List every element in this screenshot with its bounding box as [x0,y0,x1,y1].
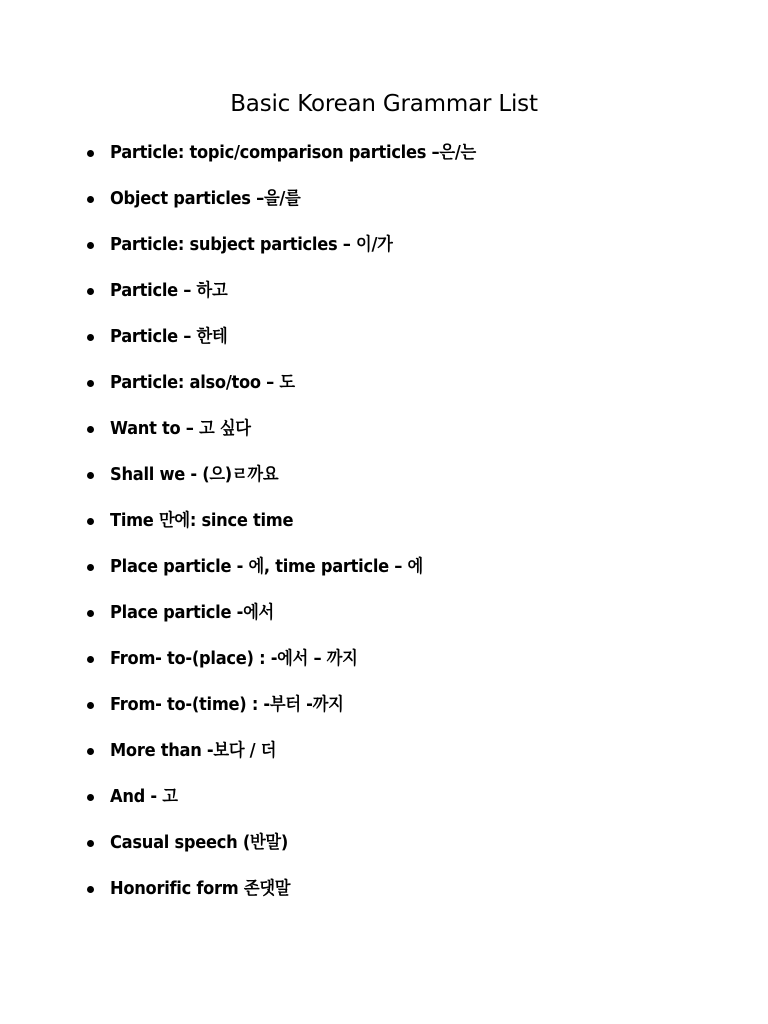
page-title: Basic Korean Grammar List [230,91,538,117]
bullet-icon [87,656,94,663]
bullet-icon [87,472,94,479]
list-item [0,498,768,544]
list-item [0,544,768,590]
list-item [0,130,768,176]
list-item-text: Place particle - 에, time particle – 에 [110,557,423,577]
bullet-icon [87,886,94,893]
list-item-text: Honorific form 존댓말 [110,879,291,899]
bullet-icon [87,288,94,295]
list-item [0,452,768,498]
list-item [0,176,768,222]
bullet-icon [87,150,94,157]
list-item [0,222,768,268]
bullet-icon [87,564,94,571]
grammar-list [0,130,768,912]
list-item [0,682,768,728]
list-item [0,728,768,774]
list-item-text: Particle: subject particles – 이/가 [110,235,393,255]
bullet-icon [87,748,94,755]
list-item-text: Shall we - (으)ㄹ까요 [110,465,279,485]
bullet-icon [87,242,94,249]
bullet-icon [87,610,94,617]
list-item [0,774,768,820]
list-item [0,636,768,682]
list-item-text: Particle: topic/comparison particles –은/는 [110,143,476,163]
list-item [0,268,768,314]
bullet-icon [87,840,94,847]
list-item [0,314,768,360]
list-item-text: From- to-(place) : -에서 – 까지 [110,649,358,669]
list-item-text: Place particle -에서 [110,603,274,623]
list-item [0,820,768,866]
bullet-icon [87,794,94,801]
bullet-icon [87,426,94,433]
list-item-text: Object particles –을/를 [110,189,301,209]
list-item [0,360,768,406]
list-item-text: From- to-(time) : -부터 -까지 [110,695,344,715]
bullet-icon [87,380,94,387]
list-item-text: Want to – 고 싶다 [110,419,251,439]
list-item-text: Particle – 하고 [110,281,228,301]
list-item-text: Particle: also/too – 도 [110,373,295,393]
bullet-icon [87,518,94,525]
list-item [0,866,768,912]
list-item-text: More than -보다 / 더 [110,741,277,761]
list-item-text: And - 고 [110,787,178,807]
list-item-text: Casual speech (반말) [110,833,289,853]
list-item [0,590,768,636]
bullet-icon [87,334,94,341]
bullet-icon [87,702,94,709]
list-item [0,406,768,452]
list-item-text: Particle – 한테 [110,327,228,347]
bullet-icon [87,196,94,203]
list-item-text: Time 만에: since time [110,511,294,531]
